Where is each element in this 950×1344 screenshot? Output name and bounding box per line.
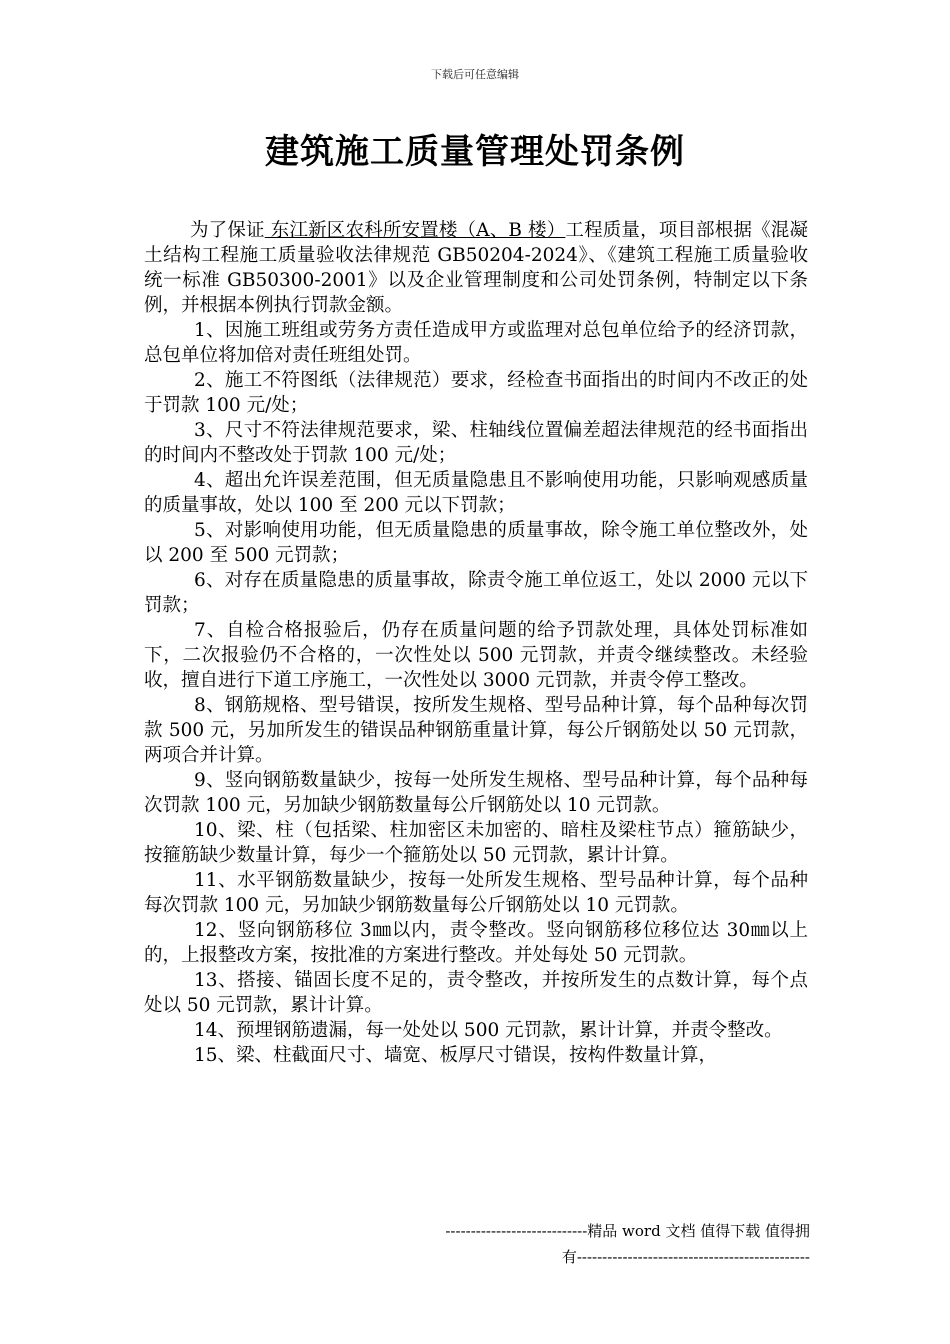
- clause-item: 4、超出允许误差范围，但无质量隐患且不影响使用功能，只影响观感质量的质量事故，处以 100 至 200 元以下罚款；: [144, 470, 808, 516]
- clause-item: 15、梁、柱截面尺寸、墙宽、板厚尺寸错误，按构件数量计算，: [194, 1045, 718, 1066]
- clause-item: 1、因施工班组或劳务方责任造成甲方或监理对总包单位给予的经济罚款，总包单位将加倍对责任班组处罚。: [144, 320, 808, 366]
- footer-line-1: ----------------------------精品 word 文档 值得下载 值得拥: [445, 1222, 810, 1240]
- document-body: [144, 218, 808, 1068]
- clause-item: 13、搭接、锚固长度不足的，责令整改，并按所发生的点数计算，每个点处以 50 元罚款，累计计算。: [144, 970, 808, 1016]
- clause-item: 9、竖向钢筋数量缺少，按每一处所发生规格、型号品种计算，每个品种每次罚款 100 元，另加缺少钢筋数量每公斤钢筋处以 10 元罚款。: [144, 770, 808, 816]
- footer-line-2: 有----------------------------------------------: [561, 1248, 810, 1266]
- page-title: 建筑施工质量管理处罚条例: [265, 132, 685, 172]
- clause-item: 14、预埋钢筋遗漏，每一处处以 500 元罚款，累计计算，并责令整改。: [194, 1020, 783, 1041]
- clause-item: 7、自检合格报验后，仍存在质量问题的给予罚款处理，具体处罚标准如下，二次报验仍不合格的，一次性处以 500 元罚款，并责令继续整改。未经验收，擅自进行下道工序施工，一次性处以 3000 元罚款，并责令停工整改。: [144, 620, 808, 691]
- clause-item: 10、梁、柱（包括梁、柱加密区未加密的、暗柱及梁柱节点）箍筋缺少，按箍筋缺少数量计算，每少一个箍筋处以 50 元罚款，累计计算。: [144, 820, 808, 866]
- intro-post: 工程质量，项目部根据《混凝土结构工程施工质量验收法律规范 GB50204-2024》、《建筑工程施工质量验收统一标准 GB50300-2001》以及企业管理制度和公司处罚条例，特制定以下条例，并根据本例执行罚款金额。: [144, 220, 808, 316]
- header-note: 下载后可任意编辑: [431, 68, 519, 81]
- clause-item: 8、钢筋规格、型号错误，按所发生规格、型号品种计算，每个品种每次罚款 500 元，另加所发生的错误品种钢筋重量计算，每公斤钢筋处以 50 元罚款，两项合并计算。: [144, 695, 808, 766]
- intro-paragraph: [144, 218, 808, 318]
- clause-item: 12、竖向钢筋移位 3㎜以内，责令整改。竖向钢筋移位移位达 30㎜以上的，上报整改方案，按批准的方案进行整改。并处每处 50 元罚款。: [144, 920, 808, 966]
- clause-item: 11、水平钢筋数量缺少，按每一处所发生规格、型号品种计算，每个品种每次罚款 100 元，另加缺少钢筋数量每公斤钢筋处以 10 元罚款。: [144, 870, 808, 916]
- intro-pre: 为了保证: [190, 220, 265, 241]
- clause-item: 6、对存在质量隐患的质量事故，除责令施工单位返工，处以 2000 元以下罚款；: [144, 570, 808, 616]
- clause-item: 3、尺寸不符法律规范要求，梁、柱轴线位置偏差超法律规范的经书面指出的时间内不整改处于罚款 100 元/处；: [144, 420, 808, 466]
- clause-item: 2、施工不符图纸（法律规范）要求，经检查书面指出的时间内不改正的处于罚款 100 元/处；: [144, 370, 808, 416]
- project-name: 东江新区农科所安置楼（A、B 楼）: [264, 220, 566, 241]
- footer-banner: [360, 1218, 810, 1270]
- clause-item: 5、对影响使用功能，但无质量隐患的质量事故，除令施工单位整改外，处以 200 至 500 元罚款；: [144, 520, 808, 566]
